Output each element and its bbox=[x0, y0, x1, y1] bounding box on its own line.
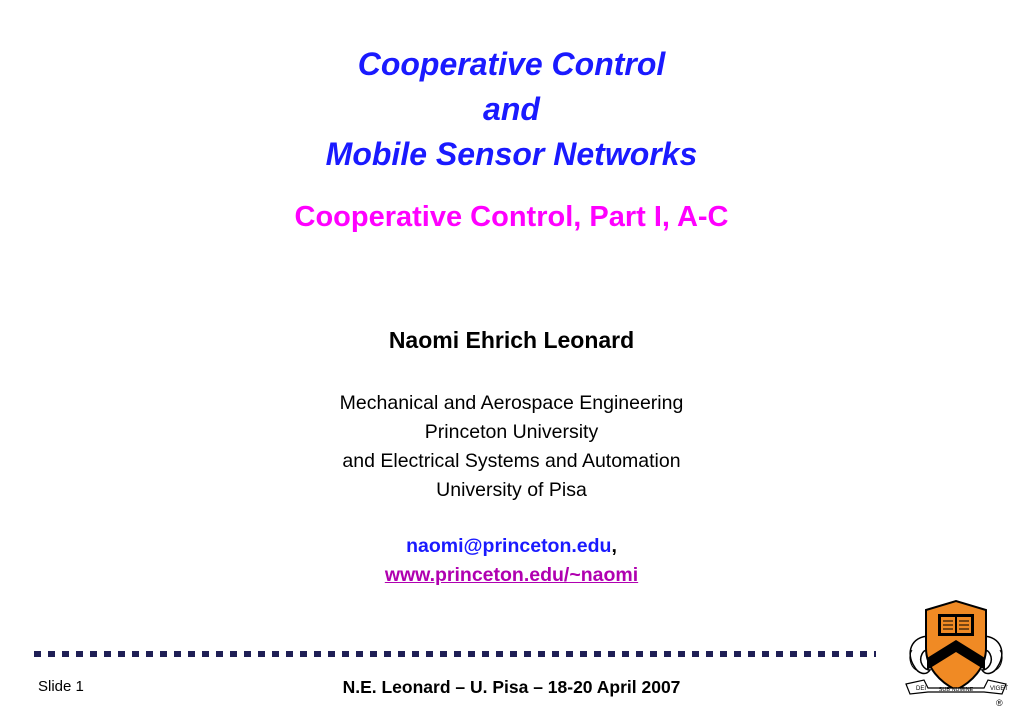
affiliation-line: University of Pisa bbox=[436, 479, 587, 501]
title-line-1: Cooperative Control bbox=[357, 46, 666, 82]
contact-info bbox=[0, 532, 1023, 590]
homepage-link[interactable]: www.princeton.edu/~naomi bbox=[384, 564, 639, 586]
footer-divider bbox=[34, 651, 876, 657]
logo-banner-left: DEI bbox=[916, 686, 927, 692]
footer-text: N.E. Leonard – U. Pisa – 18-20 April 2007 bbox=[342, 677, 681, 697]
slide-title bbox=[0, 42, 1023, 177]
logo-banner-center: SUB NUMINE bbox=[938, 687, 974, 693]
author-name: Naomi Ehrich Leonard bbox=[388, 327, 635, 353]
affiliation-line: Princeton University bbox=[424, 421, 599, 443]
email-line bbox=[0, 532, 1023, 561]
email-address: naomi@princeton.edu bbox=[406, 535, 612, 557]
logo-banner-right: VIGET bbox=[990, 686, 1009, 692]
princeton-shield-icon bbox=[900, 596, 1012, 708]
slide-number: Slide 1 bbox=[38, 678, 84, 695]
slide-subtitle: Cooperative Control, Part I, A-C bbox=[294, 201, 729, 233]
email-separator: , bbox=[611, 535, 617, 557]
url-line bbox=[0, 561, 1023, 590]
registered-mark: ® bbox=[996, 698, 1003, 708]
princeton-shield-graphic bbox=[900, 596, 1012, 708]
affiliation-line: Mechanical and Aerospace Engineering bbox=[339, 392, 684, 414]
title-line-3: Mobile Sensor Networks bbox=[325, 136, 698, 172]
affiliation-line: and Electrical Systems and Automation bbox=[342, 450, 681, 472]
affiliations bbox=[0, 389, 1023, 505]
title-line-2: and bbox=[483, 91, 540, 127]
